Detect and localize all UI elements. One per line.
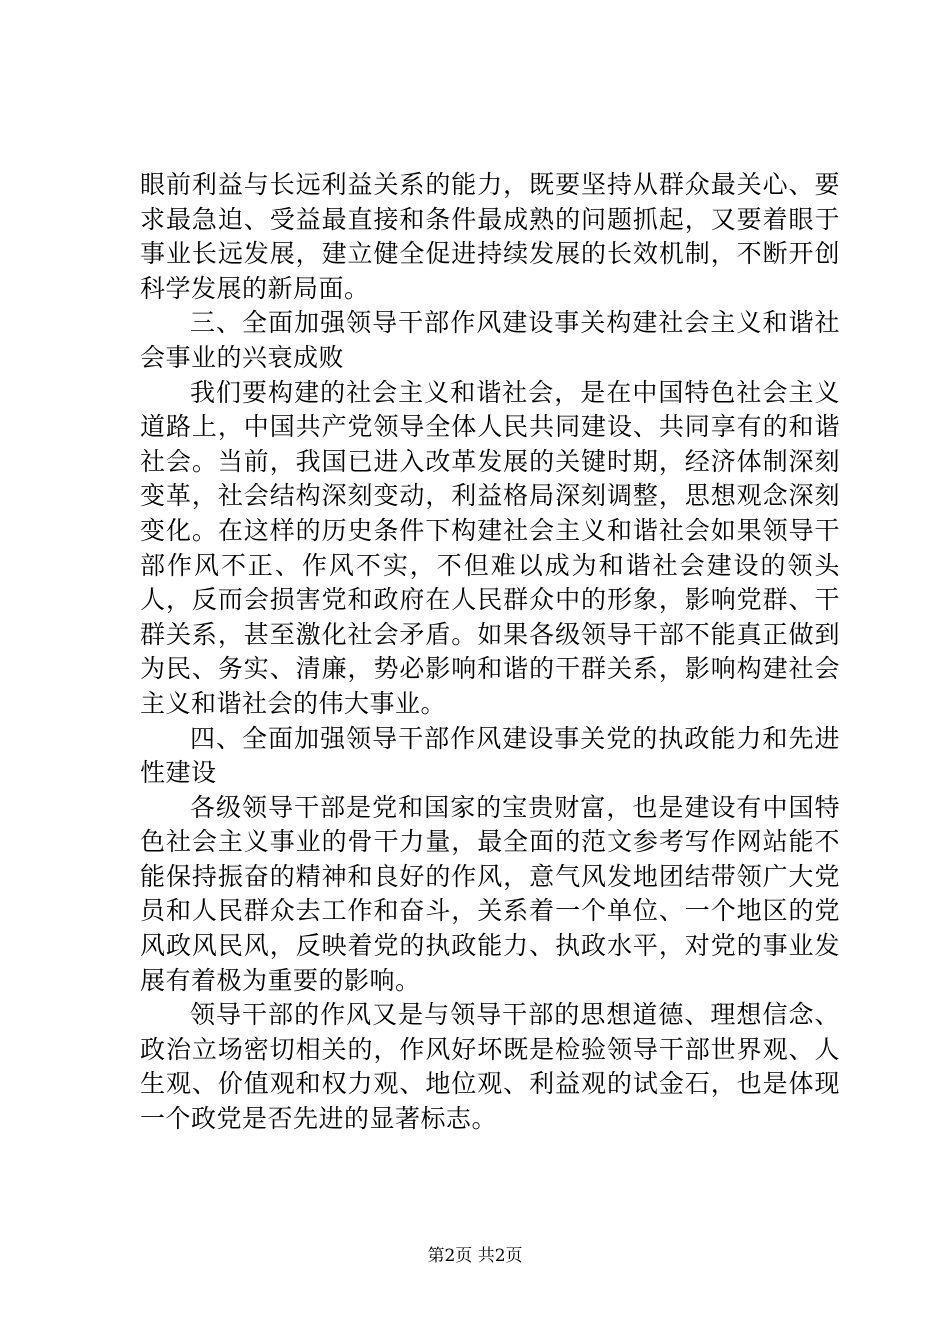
section-heading-three: 三、全面加强领导干部作风建设事关构建社会主义和谐社会事业的兴衰成败 — [140, 308, 840, 372]
paragraph-continued: 眼前利益与长远利益关系的能力，既要坚持从群众最关心、要求最急迫、受益最直接和条件最成熟的问题抓起，又要着眼于事业长远发展，建立健全促进持续发展的长效机制，不断开创科学发展的新局面。 — [140, 170, 840, 303]
paragraph: 各级领导干部是党和国家的宝贵财富，也是建设有中国特色社会主义事业的骨干力量，最全面的范文参考写作网站能不能保持振奋的精神和良好的作风，意气风发地团结带领广大党员和人民群众去工作和奋斗，关系着一个单位、一个地区的党风政风民风，反映着党的执政能力、执政水平，对党的事业发展有着极为重要的影响。 — [140, 792, 840, 995]
page-number-footer: 第2页 共2页 — [427, 1246, 523, 1266]
document-body — [140, 168, 840, 1137]
paragraph: 领导干部的作风又是与领导干部的思想道德、理想信念、政治立场密切相关的，作风好坏既是检验领导干部世界观、人生观、价值观和权力观、地位观、利益观的试金石，也是体现一个政党是否先进的显著标志。 — [140, 1000, 840, 1134]
section-heading-four: 四、全面加强领导干部作风建设事关党的执政能力和先进性建设 — [140, 723, 840, 788]
paragraph: 我们要构建的社会主义和谐社会，是在中国特色社会主义道路上，中国共产党领导全体人民共同建设、共同享有的和谐社会。当前，我国已进入改革发展的关键时期，经济体制深刻变革，社会结构深刻变动，利益格局深刻调整，思想观念深刻变化。在这样的历史条件下构建社会主义和谐社会如果领导干部作风不正、作风不实，不但难以成为和谐社会建设的领头人，反而会损害党和政府在人民群众中的形象，影响党群、干群关系，甚至激化社会矛盾。如果各级领导干部不能真正做到为民、务实、清廉，势必影响和谐的干群关系，影响构建社会主义和谐社会的伟大事业。 — [140, 377, 840, 718]
